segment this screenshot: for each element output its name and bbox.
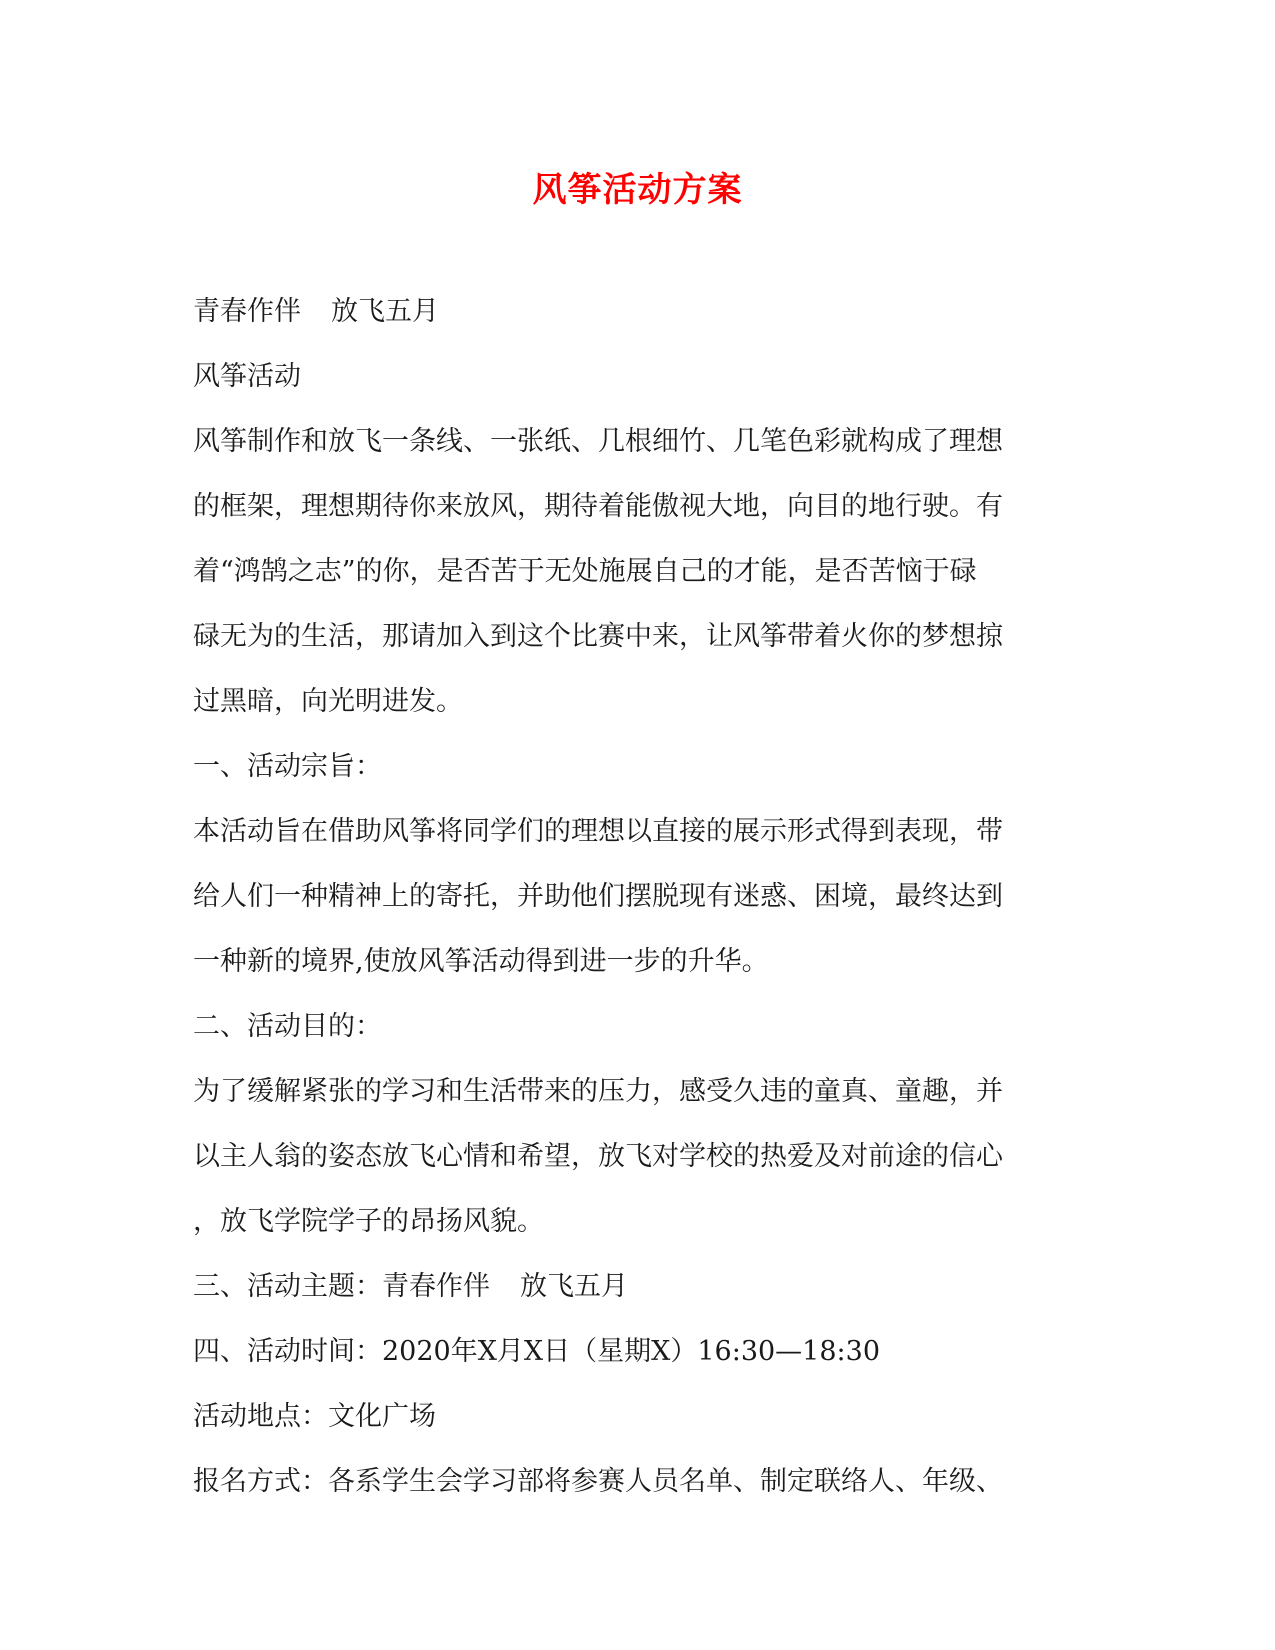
- intro-line: 着“鸿鹄之志”的你，是否苦于无处施展自己的才能，是否苦恼于碌: [193, 556, 977, 587]
- purpose-line: 本活动旨在借助风筝将同学们的理想以直接的展示形式得到表现，带: [193, 816, 1003, 847]
- goal-line: 为了缓解紧张的学习和生活带来的压力，感受久违的童真、童趣，并: [193, 1076, 1003, 1107]
- goal-line: ，放飞学院学子的昂扬风貌。: [193, 1206, 544, 1237]
- time-line: 四、活动时间：2020年X月X日（星期X）16:30—18:30: [193, 1336, 880, 1367]
- theme-line: [193, 1254, 1073, 1319]
- registration-line: 报名方式：各系学生会学习部将参赛人员名单、制定联络人、年级、: [193, 1466, 1003, 1497]
- slogan-line: [193, 279, 1073, 344]
- purpose-line: 给人们一种精神上的寄托，并助他们摆脱现有迷惑、困境，最终达到: [193, 881, 1003, 912]
- theme-part-2: 放飞五月: [520, 1271, 628, 1302]
- intro-line: 的框架，理想期待你来放风，期待着能傲视大地，向目的地行驶。有: [193, 491, 1003, 522]
- intro-line: 碌无为的生活，那请加入到这个比赛中来，让风筝带着火你的梦想掠: [193, 621, 1003, 652]
- section-heading-goal: 二、活动目的：: [193, 1011, 382, 1042]
- purpose-line: 一种新的境界,使放风筝活动得到进一步的升华。: [193, 946, 769, 977]
- slogan-part-2: 放飞五月: [331, 296, 439, 327]
- theme-part-1: 三、活动主题：青春作伴: [193, 1271, 490, 1302]
- subtitle-line: 风筝活动: [193, 361, 301, 392]
- intro-line: 风筝制作和放飞一条线、一张纸、几根细竹、几笔色彩就构成了理想: [193, 426, 1003, 457]
- section-heading-purpose: 一、活动宗旨：: [193, 751, 382, 782]
- intro-line: 过黑暗，向光明进发。: [193, 686, 463, 717]
- location-line: 活动地点：文化广场: [193, 1401, 436, 1432]
- document-body: [193, 279, 1073, 1514]
- goal-line: 以主人翁的姿态放飞心情和希望，放飞对学校的热爱及对前途的信心: [193, 1141, 1003, 1172]
- slogan-part-1: 青春作伴: [193, 296, 301, 327]
- document-title: 风筝活动方案: [532, 170, 743, 210]
